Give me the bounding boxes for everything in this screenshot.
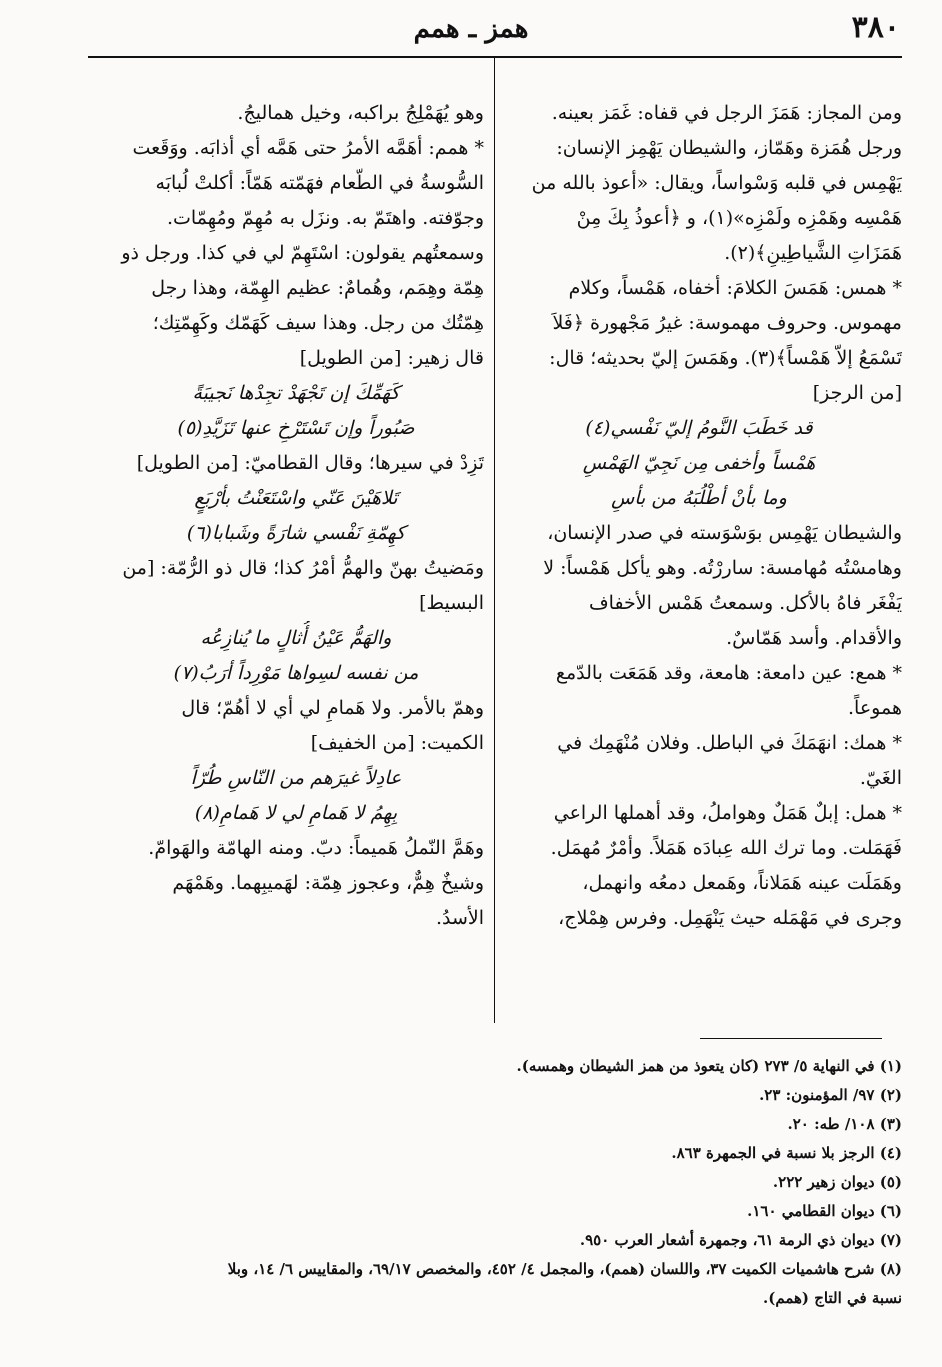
footnote: (٧) ديوان ذي الرمة ٦١، وجمهرة أشعار العرب ٩٥٠. bbox=[579, 1231, 902, 1249]
footnote: (٣) ١٠٨/ طه: ٢٠. bbox=[787, 1115, 902, 1133]
text-line: وسمعتُهم يقولون: اسْتَهِمّ لي في كذا. ورجل ذو bbox=[121, 242, 484, 264]
text-line: مهموس. وحروف مهموسة: غيرُ مَجْهورة ﴿فَلاَ bbox=[552, 312, 902, 334]
verse-line: كَهَمِّكَ إن تَجْهَدْ تجِدْها نَجيبَةً bbox=[192, 382, 400, 404]
verse-line: بِهِمُ لا هَمامِ لي لا هَمامِ(٨) bbox=[194, 802, 398, 824]
meter-label: الكميت: [من الخفيف] bbox=[310, 732, 484, 754]
footnote: (١) في النهاية ٥/ ٢٧٣ (كان يتعوذ من همز الشيطان وهمسه). bbox=[516, 1057, 902, 1075]
text-line: وهَمَلَت عينه هَمَلاناً، وهَمعل دمعُه وانهمل، bbox=[582, 872, 902, 894]
text-line: والأقدام. وأسد هَمّاسٌ. bbox=[726, 627, 902, 649]
text-line: ورجل هُمَزة وهَمّاز، والشيطان يَهْمِز الإنسان: bbox=[556, 137, 902, 159]
verse-line: والهَمُّ عَيْنُ أُثالٍ ما يُنازِعُه bbox=[200, 627, 392, 649]
text-line: وجوّفته. واهتَمّ به. ونزَل به مُهِمّ ومُهِمّات. bbox=[167, 207, 484, 229]
entry-line: * همل: إبلٌ هَمَلٌ وهواملُ، وقد أهملها الراعي bbox=[553, 802, 902, 824]
running-head: همز ـ همم bbox=[413, 14, 529, 44]
text-line: هَمْسِه وهَمْزِه ولَمْزِه»(١)، و ﴿أعوذُ بِكَ مِنْ bbox=[576, 207, 902, 229]
verse-line: كهِمّةِ نَفْسي شارَةً وشَبابا(٦) bbox=[186, 522, 406, 544]
entry-line: * همك: انهَمَكَ في الباطل. وفلان مُنْهَمِك في bbox=[557, 732, 902, 754]
meter-label: [من الرجز] bbox=[812, 382, 902, 404]
text-line: والشيطان يَهْمِس بوَسْوَسته في صدر الإنسان، bbox=[547, 522, 902, 544]
text-line: يَهْمِس في قلبه وَسْواساً، ويقال: «أعوذ بالله من bbox=[531, 172, 902, 194]
footnote: (٢) ٩٧/ المؤمنون: ٢٣. bbox=[759, 1086, 902, 1104]
text-line: هِمّتُك من رجل. وهذا سيف كَهَمّك وكَهِمّتِك؛ bbox=[152, 312, 484, 334]
left-column bbox=[108, 96, 484, 936]
text-line: تَسْمَعُ إلاّ هَمْساً﴾(٣). وهَمَسَ إليّ بحديثه؛ قال: bbox=[549, 347, 902, 369]
text-line: وهامسْتُه مُهامسة: ساررْتُه. وهو يأكل هَمْساً: لا bbox=[543, 557, 902, 579]
text-line: الغَيّ. bbox=[859, 767, 902, 789]
text-line: فَهَمَلت. وما ترك الله عِبادَه هَمَلاً. وأمْرٌ مُهمَل. bbox=[550, 837, 902, 859]
footnote: (٨) شرح هاشميات الكميت ٣٧، واللسان (همم)، والمجمل ٤/ ٤٥٢، والمخصص ٦٩/١٧، والمقاييس ٦/ ١٤، وبلا bbox=[227, 1260, 902, 1278]
entry-line: * همس: هَمَسَ الكلامَ: أخفاه، هَمْساً، وكلام bbox=[568, 277, 902, 299]
footnote: (٤) الرجز بلا نسبة في الجمهرة ٨٦٣. bbox=[671, 1144, 902, 1162]
footnote: (٥) ديوان زهير ٢٢٢. bbox=[772, 1173, 902, 1191]
meter-label: البسيط] bbox=[419, 592, 484, 614]
text-line: وشيخٌ هِمٌّ، وعجوز هِمّة: لهَميبِهما. وهَمْهَم bbox=[172, 872, 484, 894]
text-line: وجرى في مَهْمَله حيث يَنْهَمِل. وفرس هِمْلاج، bbox=[558, 907, 902, 929]
text-line: يَفْغَر فاهُ بالأكل. وسمعتُ هَمْس الأخفاف bbox=[588, 592, 902, 614]
footnotes bbox=[102, 1052, 902, 1313]
text-line: وهمّ بالأمر. ولا هَمامِ لي أي لا أهُمّ؛ قال bbox=[181, 697, 484, 719]
text-line: ومَضيتُ بهنّ والهمُّ أمْرُ كذا؛ قال ذو الرُّمّة: [من bbox=[122, 557, 484, 579]
footnote: نسبة في التاج (همم). bbox=[763, 1289, 902, 1307]
text-line: وهَمَّ النّملُ هَميماً: دبّ. ومنه الهامّة والهَوامّ. bbox=[148, 837, 484, 859]
footnote-rule bbox=[700, 1038, 882, 1039]
verse-line: قد خَطَبَ النَّومُ إليّ نَفْسي(٤) bbox=[585, 417, 813, 439]
page-number: ٣٨٠ bbox=[851, 10, 900, 45]
footnote: (٦) ديوان القطامي ١٦٠. bbox=[747, 1202, 902, 1220]
text-line: هموعاً. bbox=[848, 697, 902, 719]
right-column bbox=[496, 96, 902, 936]
column-divider bbox=[494, 58, 495, 1023]
verse-line: صَبُوراً وإن تَسْتَرْخِ عنها تَزَيَّدِ(٥) bbox=[177, 417, 415, 439]
verse-line: وما بأنْ أطْلُبَهُ من بأسِ bbox=[611, 487, 787, 509]
verse-line: من نفسه لسِواها مَوْرِداً أرَبُ(٧) bbox=[173, 662, 419, 684]
entry-line: * همع: عين دامعة: هامعة، وقد هَمَعَت بالدّمع bbox=[555, 662, 902, 684]
verse-line: هَمْساً وأخفى مِن نَجِيّ الهَمْسِ bbox=[582, 452, 816, 474]
text-line: الأسدُ. bbox=[435, 907, 484, 929]
meter-label: قال زهير: [من الطويل] bbox=[299, 347, 484, 369]
verse-line: تَلاهَيْنَ عَنّي واسْتَعَنْتُ بأرْبَعٍ bbox=[194, 487, 398, 509]
text-line: السُّوسةُ في الطّعام فهَمّته هَمّاً: أكلتْ لُبابَه bbox=[155, 172, 484, 194]
text-line: تَزِدْ في سيرها؛ وقال القطاميّ: [من الطويل] bbox=[136, 452, 484, 474]
text-line: وهو يُهَمْلِجُ براكبه، وخيل هماليجُ. bbox=[237, 102, 484, 124]
entry-line: * همم: أهَمَّه الأمرُ حتى هَمَّه أي أذابَه. ووَقَعت bbox=[132, 137, 484, 159]
header-rule bbox=[88, 56, 902, 58]
text-line: هَمَزَاتِ الشَّياطِينِ﴾(٢). bbox=[724, 242, 902, 264]
text-line: هِمّة وهِمَم، وهُمامٌ: عظيم الهِمّة، وهذا رجل bbox=[151, 277, 484, 299]
verse-line: عادِلاً غيرَهم من النّاسِ طُرّاً bbox=[190, 767, 402, 789]
text-line: ومن المجاز: هَمَزَ الرجل في قفاه: غَمَز بعينه. bbox=[551, 102, 902, 124]
